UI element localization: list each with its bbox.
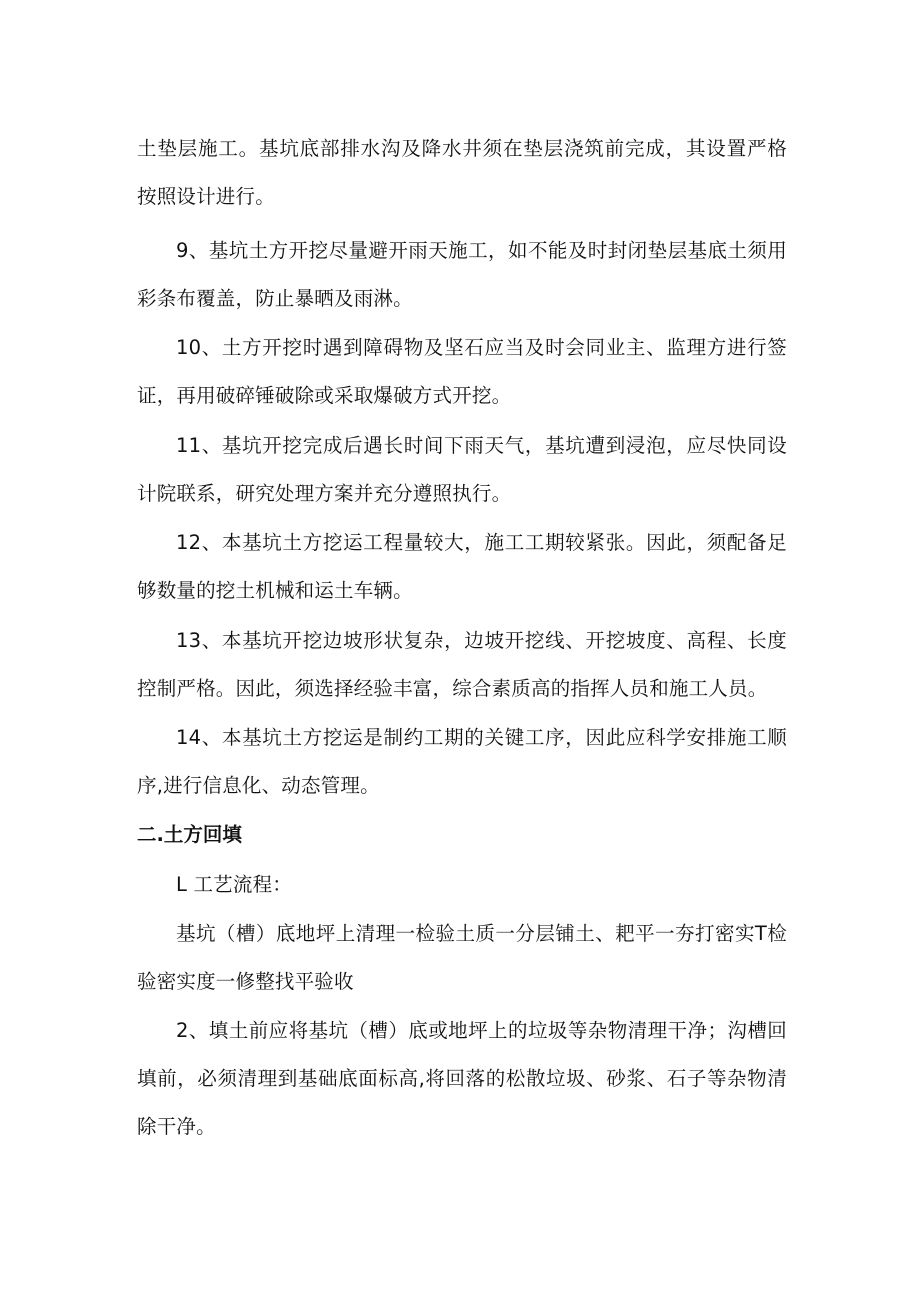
paragraph-item-11: 11、基坑开挖完成后遇长时间下雨天气，基坑遭到浸泡，应尽快同设计院联系，研究处理方案并充分遵照执行。 xyxy=(137,434,787,505)
section-heading: 二.土方回填 xyxy=(137,823,242,846)
paragraph-item-14: 14、本基坑土方挖运是制约工期的关键工序，因此应科学安排施工顺序,进行信息化、动态管理。 xyxy=(137,726,787,797)
paragraph-process-flow: 基坑（槽）底地坪上清理一检验土质一分层铺土、耙平一夯打密实T检验密实度一修整找平验收 xyxy=(137,922,787,993)
paragraph-item-12: 12、本基坑土方挖运工程量较大，施工工期较紧张。因此，须配备足够数量的挖土机械和运土车辆。 xyxy=(137,531,787,602)
paragraph-item-13: 13、本基坑开挖边坡形状复杂，边坡开挖线、开挖坡度、高程、长度控制严格。因此，须选择经验丰富，综合素质高的指挥人员和施工人员。 xyxy=(137,629,787,700)
paragraph-continuation: 土垫层施工。基坑底部排水沟及降水井须在垫层浇筑前完成，其设置严格按照设计进行。 xyxy=(137,137,787,208)
paragraph-item-2: 2、填土前应将基坑（槽）底或地坪上的垃圾等杂物清理干净；沟槽回填前，必须清理到基础底面标高,将回落的松散垃圾、砂浆、石子等杂物清除干净。 xyxy=(137,1019,787,1138)
paragraph-item-9: 9、基坑土方开挖尽量避开雨天施工，如不能及时封闭垫层基底土须用彩条布覆盖，防止暴晒及雨淋。 xyxy=(137,239,787,310)
paragraph-item-10: 10、土方开挖时遇到障碍物及坚石应当及时会同业主、监理方进行签证，再用破碎锤破除或采取爆破方式开挖。 xyxy=(137,336,787,407)
paragraph-process-title: L 工艺流程： xyxy=(176,873,292,896)
